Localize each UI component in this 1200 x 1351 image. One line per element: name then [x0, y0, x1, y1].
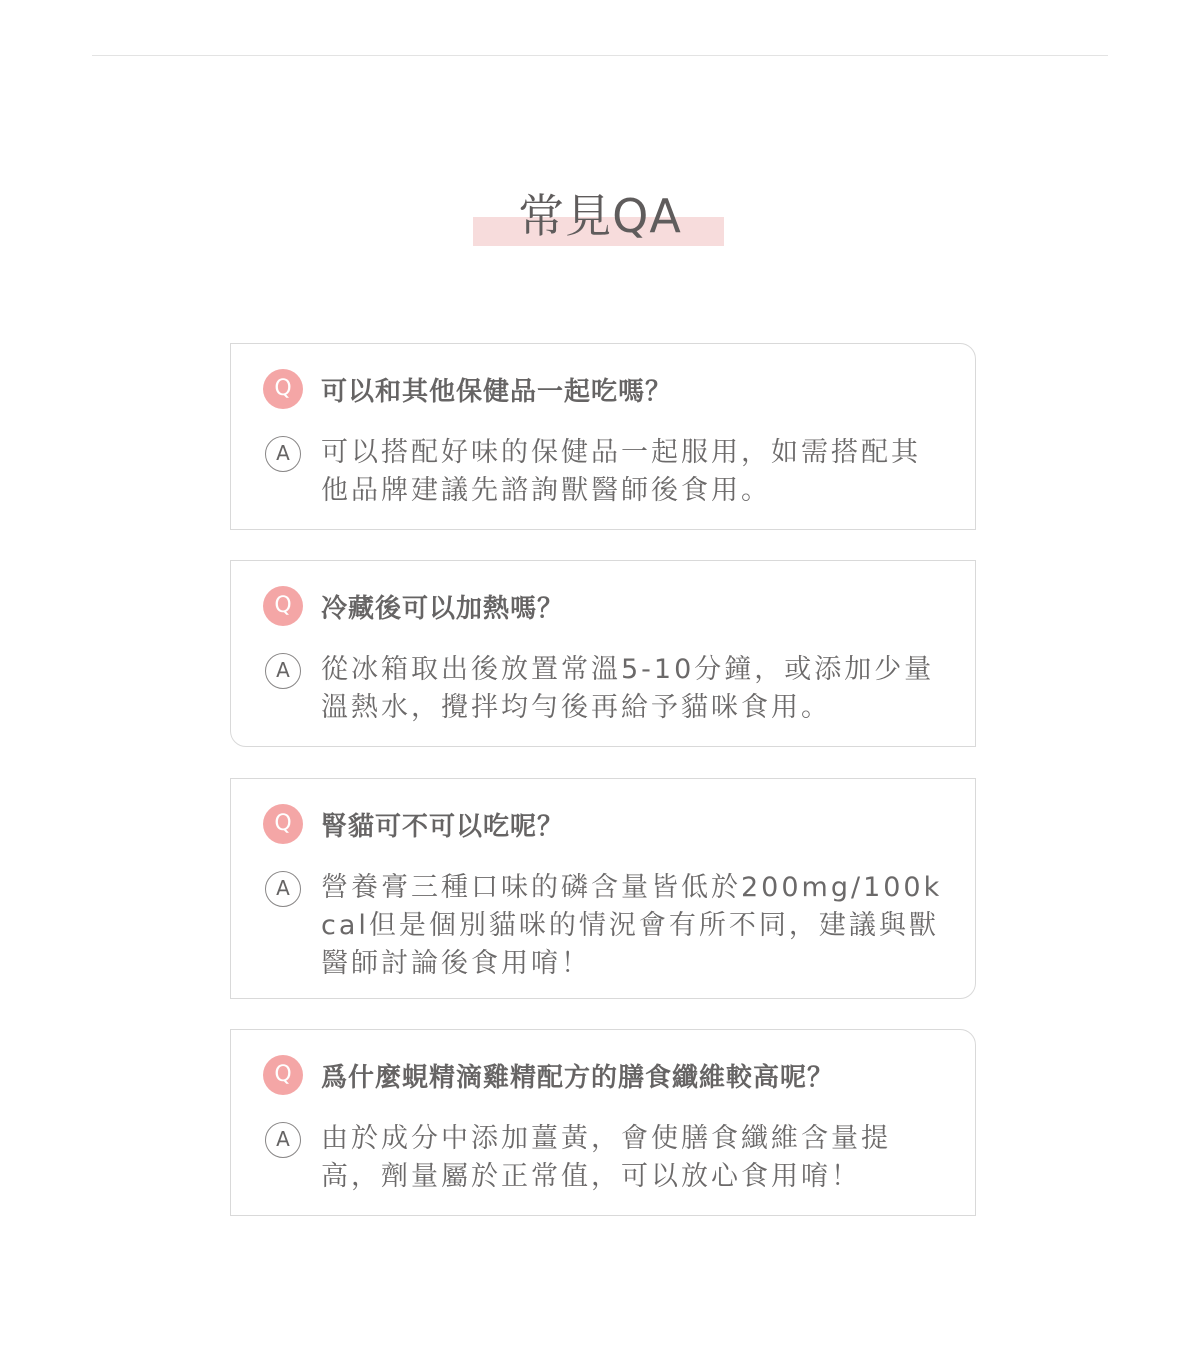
answer-row: [263, 651, 943, 727]
question-row: [263, 1055, 834, 1095]
faq-card: [230, 343, 976, 530]
question-row: [263, 586, 564, 626]
question-badge-icon: Q: [263, 1055, 303, 1095]
answer-text: 營養膏三種口味的磷含量皆低於200mg/100kcal但是個別貓咪的情況會有所不同，建議與獸醫師討論後食用唷！: [321, 872, 943, 979]
faq-card: [230, 560, 976, 747]
answer-text: 從冰箱取出後放置常溫5-10分鐘，或添加少量溫熱水，攪拌均勻後再給予貓咪食用。: [321, 654, 935, 723]
answer-row: [263, 434, 943, 510]
question-text: 冷藏後可以加熱嗎？: [321, 593, 565, 624]
answer-badge-icon: A: [265, 436, 301, 472]
question-badge-icon: Q: [263, 804, 303, 844]
question-badge-icon: Q: [263, 369, 303, 409]
answer-badge-icon: A: [265, 871, 301, 907]
answer-badge-icon: A: [265, 1122, 301, 1158]
answer-badge-icon: A: [265, 653, 301, 689]
top-divider: [92, 55, 1108, 56]
question-badge-icon: Q: [263, 586, 303, 626]
question-text: 腎貓可不可以吃呢？: [321, 811, 565, 842]
answer-text: 可以搭配好味的保健品一起服用，如需搭配其他品牌建議先諮詢獸醫師後食用。: [321, 437, 921, 506]
question-row: [263, 369, 672, 409]
question-row: [263, 804, 564, 844]
answer-text: 由於成分中添加薑黃，會使膳食纖維含量提高，劑量屬於正常值，可以放心食用唷！: [321, 1123, 891, 1192]
question-text: 可以和其他保健品一起吃嗎？: [321, 376, 673, 407]
question-text: 爲什麼蜆精滴雞精配方的膳食纖維較高呢？: [321, 1062, 835, 1093]
page-title: 常見QA: [518, 189, 682, 243]
title-section: [0, 186, 1200, 256]
faq-card: [230, 1029, 976, 1216]
answer-row: [263, 869, 943, 983]
answer-row: [263, 1120, 943, 1196]
faq-card: [230, 778, 976, 999]
